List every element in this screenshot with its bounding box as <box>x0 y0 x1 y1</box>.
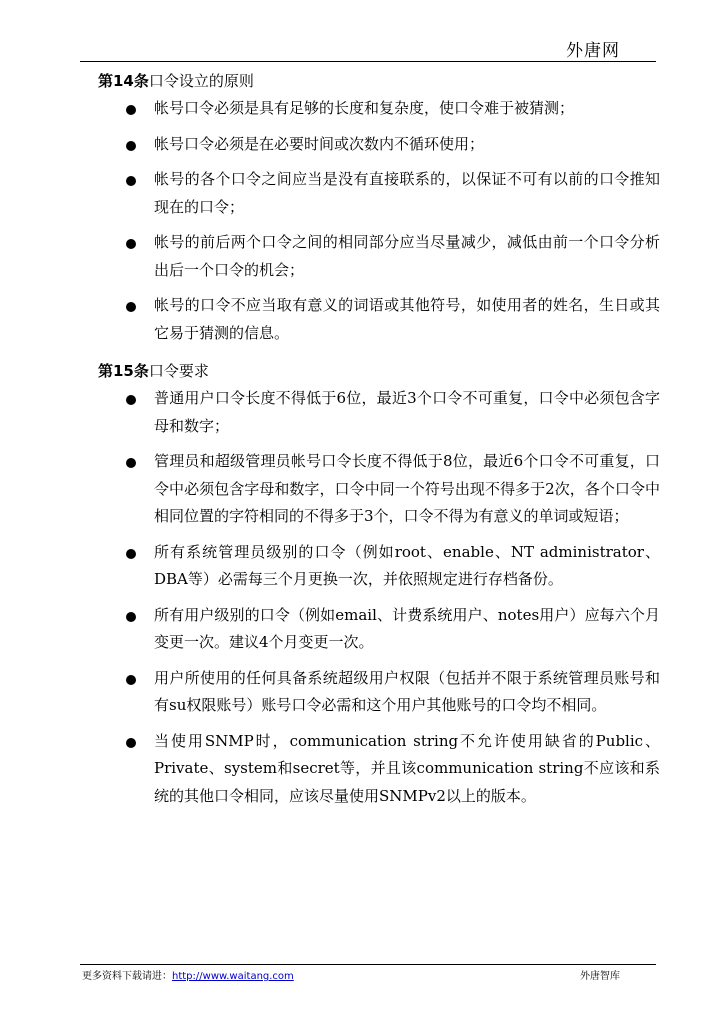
footer-divider <box>80 964 656 965</box>
bullet-icon <box>126 675 136 685</box>
list-item: 用户所使用的任何具备系统超级用户权限（包括并不限于系统管理员账号和有su权限账号）账号口令必需和这个用户其他账号的口令均不相同。 <box>98 665 660 720</box>
list-item: 所有用户级别的口令（例如email、计费系统用户、notes用户）应每六个月变更一次。建议4个月变更一次。 <box>98 602 660 657</box>
article-title: 口令要求 <box>148 362 209 380</box>
list-item: 帐号的各个口令之间应当是没有直接联系的，以保证不可有以前的口令推知现在的口令； <box>98 166 660 221</box>
list-item: 帐号口令必须是具有足够的长度和复杂度，使口令难于被猜测； <box>98 95 660 123</box>
article-title: 口令设立的原则 <box>148 72 254 90</box>
list-item: 所有系统管理员级别的口令（例如root、enable、NT administrator、DBA等）必需每三个月更换一次，并依照规定进行存档备份。 <box>98 539 660 594</box>
bullet-icon <box>126 302 136 312</box>
bullet-icon <box>126 395 136 405</box>
list-item: 帐号口令必须是在必要时间或次数内不循环使用； <box>98 131 660 159</box>
bullet-icon <box>126 239 136 249</box>
article-number: 第15条 <box>98 362 149 380</box>
list-item: 管理员和超级管理员帐号口令长度不得低于8位，最近6个口令不可重复，口令中必须包含字母和数字，口令中同一个符号出现不得多于2次，各个口令中相同位置的字符相同的不得多于3个，口令不得为有意义的单词或短语； <box>98 448 660 531</box>
bullet-list-15 <box>98 385 660 810</box>
footer-label: 更多资料下载请进： <box>82 971 172 982</box>
bullet-icon <box>126 549 136 559</box>
section-heading-14 <box>98 65 660 95</box>
list-item: 帐号的口令不应当取有意义的词语或其他符号，如使用者的姓名，生日或其它易于猜测的信息。 <box>98 292 660 347</box>
bullet-icon <box>126 738 136 748</box>
footer-left <box>82 967 294 982</box>
header-divider <box>80 61 656 62</box>
bullet-icon <box>126 105 136 115</box>
list-item: 帐号的前后两个口令之间的相同部分应当尽量减少，减低由前一个口令分析出后一个口令的机会； <box>98 229 660 284</box>
bullet-icon <box>126 141 136 151</box>
article-number: 第14条 <box>98 72 149 90</box>
document-body <box>98 65 660 818</box>
bullet-icon <box>126 458 136 468</box>
bullet-icon <box>126 176 136 186</box>
bullet-icon <box>126 612 136 622</box>
list-item: 当使用SNMP时，communication string不允许使用缺省的Public、Private、system和secret等，并且该communication string不应该和系统的其他口令相同，应该尽量使用SNMPv2以上的版本。 <box>98 728 660 811</box>
header-title: 外唐网 <box>566 41 620 61</box>
section-heading-15 <box>98 355 660 385</box>
footer-link[interactable]: http://www.waitang.com <box>172 971 294 982</box>
list-item: 普通用户口令长度不得低于6位，最近3个口令不可重复，口令中必须包含字母和数字； <box>98 385 660 440</box>
footer-right: 外唐智库 <box>580 971 620 982</box>
bullet-list-14 <box>98 95 660 347</box>
